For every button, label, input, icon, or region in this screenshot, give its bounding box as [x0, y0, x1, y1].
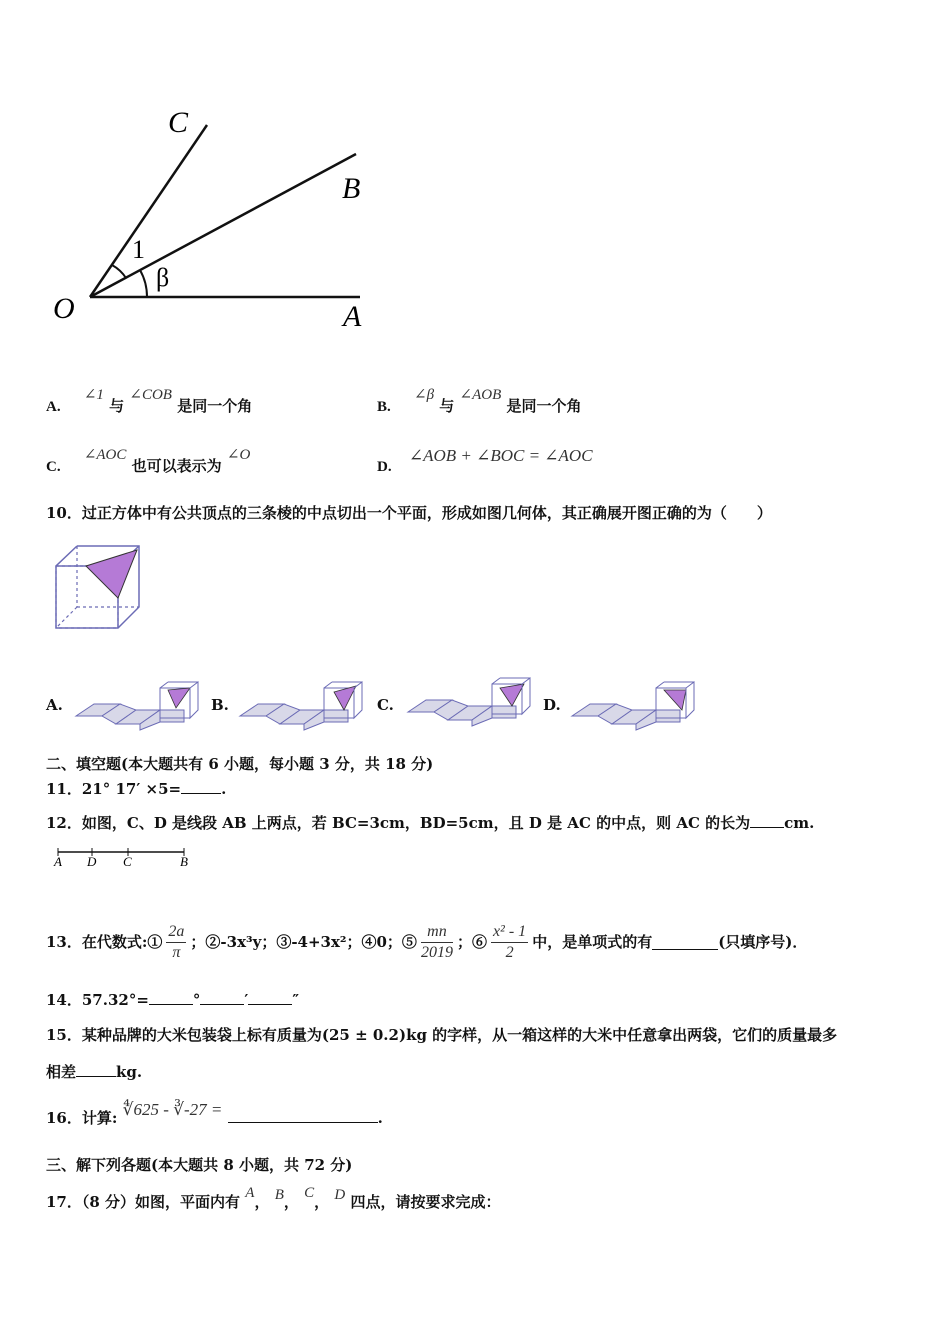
- section2-title: 二、填空题(本大题共有 6 小题，每小题 3 分，共 18 分): [46, 755, 434, 773]
- q10-option-b-letter: B.: [211, 696, 229, 714]
- q10-option-d-letter: D.: [543, 696, 561, 714]
- label-beta: β: [156, 263, 170, 292]
- q14: 14．57.32°= ° ′ ″: [46, 991, 300, 1009]
- q9-option-a: A. ∠1 与 ∠COB 是同一个角: [46, 387, 253, 415]
- option-letter: A.: [46, 399, 61, 415]
- q14-second-blank[interactable]: [248, 990, 292, 1005]
- label-1: 1: [132, 235, 145, 264]
- q13-fraction-5: $\frac{mn}{2019}$: [420, 922, 453, 961]
- q11: 11．21° 17′ ×5= .: [46, 780, 227, 798]
- q15-line2: 相差 kg.: [46, 1063, 143, 1081]
- q14-degree-blank[interactable]: [149, 990, 193, 1005]
- q16-answer-blank[interactable]: [228, 1108, 378, 1123]
- q9-option-d: D. ∠AOB + ∠BOC = ∠AOC: [377, 446, 593, 475]
- q15-line1: 15．某种品牌的大米包装袋上标有质量为(25 ± 0.2)kg 的字样，从一箱这样的大米中任意拿出两袋，它们的质量最多: [46, 1026, 838, 1044]
- q13-answer-blank[interactable]: [652, 935, 718, 950]
- seg-label-D: D: [87, 854, 97, 869]
- label-C: C: [168, 106, 189, 139]
- q9-option-c: C. ∠AOC 也可以表示为 ∠O: [46, 447, 251, 475]
- seg-label-B: B: [180, 854, 188, 869]
- q14-minute-blank[interactable]: [200, 990, 244, 1005]
- q12: 12．如图，C、D 是线段 AB 上两点，若 BC=3cm，BD=5cm，且 D 是 AC 的中点，则 AC 的长为 cm.: [46, 814, 815, 832]
- q10-option-a-letter: A.: [46, 696, 63, 714]
- q13-fraction-1: $\frac{2a}{\pi}$: [168, 922, 185, 961]
- q10-text: 10．过正方体中有公共顶点的三条棱的中点切出一个平面，形成如图几何体，其正确展开图正确的为（ ）: [46, 504, 772, 522]
- label-A: A: [343, 300, 362, 333]
- q13: 13．在代数式:① $\frac{2a}{\pi}$ ；②-3x³y；③-4+3x²；④0；⑤ $\frac{mn}{2019}$ ；⑥ $\frac{\text{x² - 1}}{2}$ 中，是单项式的有 (只填序号)．: [46, 922, 808, 961]
- seg-label-A: A: [54, 854, 62, 869]
- q10-option-c-letter: C.: [377, 696, 394, 714]
- label-B: B: [342, 172, 361, 205]
- label-O: O: [53, 292, 75, 325]
- seg-label-C: C: [123, 854, 132, 869]
- q17: 17．（8 分）如图，平面内有 A， B， C， D 四点，请按要求完成：: [46, 1185, 501, 1211]
- section3-title: 三、解下列各题(本大题共 8 小题，共 72 分): [46, 1156, 353, 1174]
- q15-answer-blank[interactable]: [76, 1062, 116, 1077]
- q13-fraction-6: $\frac{\text{x² - 1}}{2}$: [492, 922, 527, 961]
- q9-option-b: B. ∠β 与 ∠AOB 是同一个角: [377, 387, 582, 415]
- q16: 16．计算: ∜625 - ∛-27 = .: [46, 1100, 383, 1127]
